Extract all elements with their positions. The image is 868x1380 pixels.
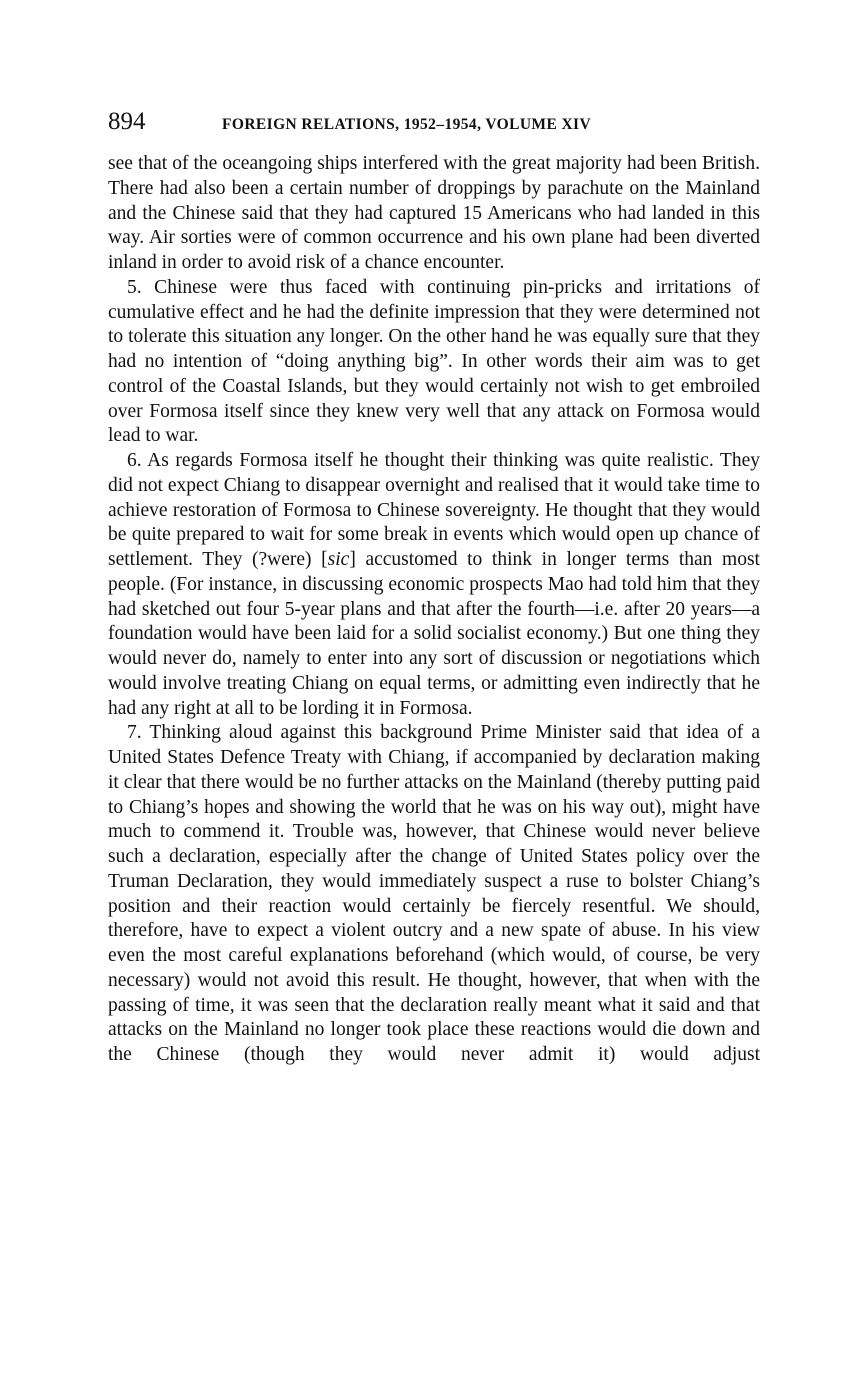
paragraph-6-text-after: ] accustomed to think in longer terms than most people. (For instance, in discussing economic prospects Mao had told him that they had sketched out four 5-year plans and that after the fourth—i.e. after 20 years—a foundation would have been laid for a solid socialist economy.) But one thing they would never do, namely to enter into any sort of discussion or negotiations which would involve treating Chiang on equal terms, or admitting even indirectly that he had any right at all to be lording it in Formosa. bbox=[108, 549, 760, 719]
page-number: 894 bbox=[108, 108, 146, 135]
paragraph-7: 7. Thinking aloud against this background Prime Minister said that idea of a United States Defence Treaty with Chiang, if accompanied by declaration making it clear that there would be no further attacks on the Mainland (thereby putting paid to Chiang’s hopes and showing the world that he was on his way out), might have much to commend it. Trouble was, however, that Chinese would never believe such a declaration, especially after the change of United States policy over the Truman Declaration, they would immediately suspect a ruse to bolster Chiang’s position and their reaction would certainly be fiercely resentful. We should, therefore, have to expect a violent outcry and a new spate of abuse. In his view even the most careful explanations beforehand (which would, of course, be very necessary) would not avoid this result. He thought, however, that when with the passing of time, it was seen that the declaration really meant what it said and that attacks on the Mainland no longer took place these reactions would die down and the Chinese (though they would never admit it) would adjust bbox=[108, 722, 760, 1065]
sic-annotation: sic bbox=[327, 549, 350, 570]
paragraph-6 bbox=[108, 449, 760, 721]
document-page bbox=[108, 108, 760, 1068]
paragraph-6-text-before: 6. As regards Formosa itself he thought their thinking was quite realistic. They did not expect Chiang to disappear overnight and realised that it would take time to achieve restoration of Formosa to Chinese sovereignty. He thought that they would be quite prepared to wait for some break in events which would open up chance of settlement. They (?were) [ bbox=[108, 450, 760, 570]
body-text bbox=[108, 152, 760, 1068]
paragraph-5: 5. Chinese were thus faced with continuing pin-pricks and irritations of cumulative effect and he had the definite impression that they were determined not to tolerate this situation any longer. On the other hand he was equally sure that they had no intention of “doing anything big”. In other words their aim was to get control of the Coastal Islands, but they would certainly not wish to get embroiled over Formosa itself since they knew very well that any attack on Formosa would lead to war. bbox=[108, 276, 760, 447]
paragraph-continuation: see that of the oceangoing ships interfered with the great majority had been British. There had also been a certain number of droppings by parachute on the Mainland and the Chinese said that they had captured 15 Americans who had landed in this way. Air sorties were of common occurrence and his own plane had been diverted inland in order to avoid risk of a chance encounter. bbox=[108, 153, 760, 273]
running-header bbox=[108, 108, 760, 142]
running-header-title: FOREIGN RELATIONS, 1952–1954, VOLUME XIV bbox=[222, 116, 592, 133]
